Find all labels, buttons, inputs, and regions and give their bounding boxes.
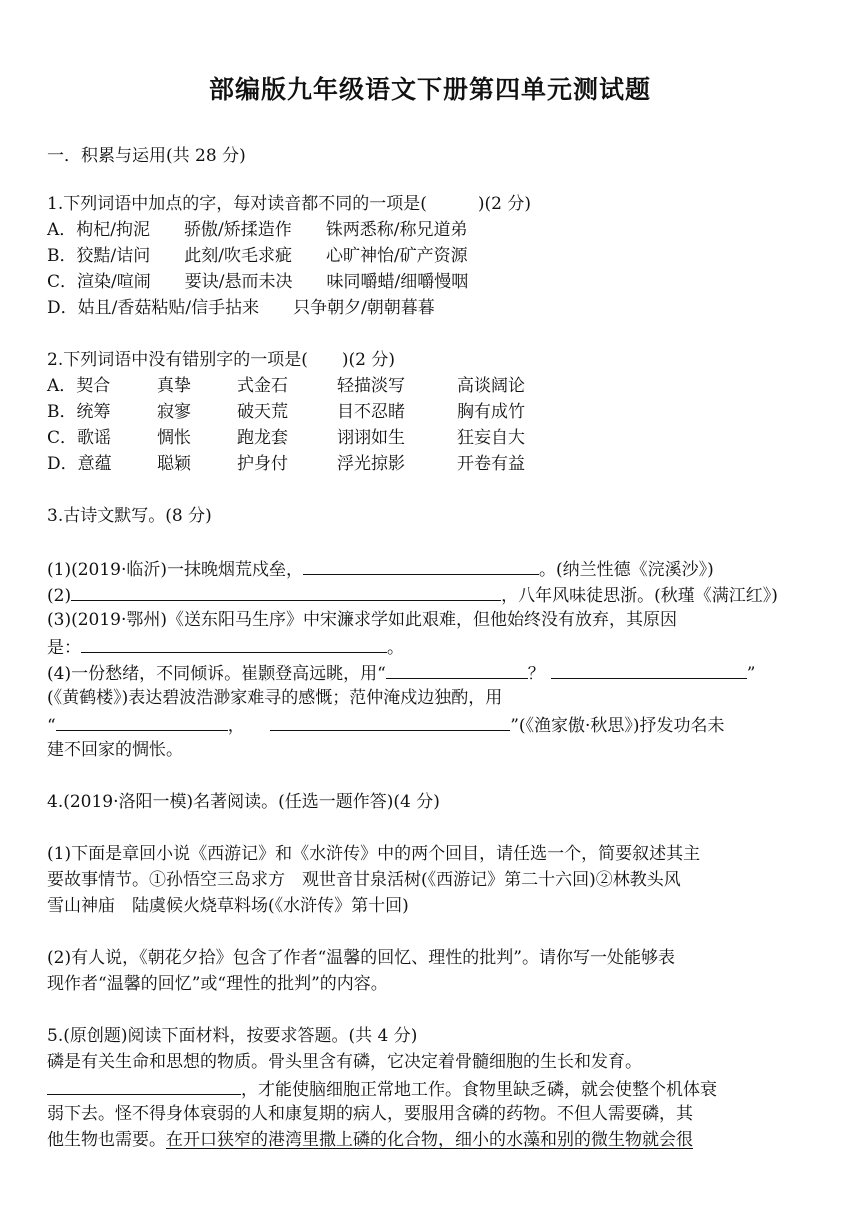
q1-option-d: D．姑且/香菇粘贴/信手拈来 只争朝夕/朝朝暮暮 (47, 298, 435, 318)
q5-stem: 5.(原创题)阅读下面材料，按要求答题。(共 4 分) (47, 1026, 418, 1046)
q3-4-blank-3[interactable] (56, 714, 228, 731)
q2-d-word-2: 聪颖 (157, 454, 191, 474)
q1-option-b: B．狡黠/诘问 此刻/吹毛求疵 心旷神怡/矿产资源 (47, 246, 468, 266)
q3-item-4-line-4: 建不回家的惆怅。 (47, 740, 183, 760)
q3-item-4-line-3 (47, 714, 725, 736)
q2-a-word-2: 真挚 (157, 376, 191, 396)
q2-stem: 2.下列词语中没有错别字的一项是( )(2 分) (47, 350, 395, 370)
q3-3-label: 是： (47, 638, 81, 658)
q3-item-1 (47, 558, 714, 580)
q4-item-1-line-2: 要故事情节。①孙悟空三岛求方 观世音甘泉活树(《西游记》第二十六回)②林教头风 (47, 870, 681, 890)
q3-4-blank-2[interactable] (551, 662, 747, 679)
q3-4-comma: ， (227, 716, 271, 736)
q3-item-2 (47, 584, 778, 606)
q2-option-c (47, 428, 807, 448)
q2-c-word-4: 诩诩如生 (337, 428, 405, 448)
q3-4-source: ”(《渔家傲·秋思》)抒发功名未 (510, 716, 725, 736)
q5-line-2 (47, 1078, 717, 1100)
q2-c-word-3: 跑龙套 (237, 428, 288, 448)
q3-4-close-quote: ” (746, 664, 756, 684)
q3-3-blank[interactable] (81, 636, 387, 653)
q3-1-text: (1)(2019·临沂)一抹晚烟荒戍垒， (47, 560, 304, 580)
q4-item-2-line-2: 现作者“温馨的回忆”或“理性的批判”的内容。 (47, 974, 388, 994)
q2-b-word-3: 破天荒 (237, 402, 288, 422)
q2-a-word-5: 高谈阔论 (457, 376, 525, 396)
q3-4-blank-4[interactable] (270, 714, 510, 731)
q3-2-label: (2) (47, 586, 72, 606)
q3-item-4 (47, 662, 755, 684)
q3-stem: 3.古诗文默写。(8 分) (47, 506, 212, 526)
q4-item-1-line-3: 雪山神庙 陆虞候火烧草料场(《水浒传》第十回) (47, 896, 409, 916)
q2-c-word-2: 惆怅 (157, 428, 191, 448)
q2-a-word-3: 式金石 (237, 376, 288, 396)
q3-item-3-answer (47, 636, 404, 658)
q4-stem: 4.(2019·洛阳一模)名著阅读。(任选一题作答)(4 分) (47, 792, 440, 812)
q5-line-4-text: 他生物也需要。 (47, 1130, 166, 1150)
q3-4-blank-1[interactable] (386, 662, 528, 679)
q3-3-end: 。 (387, 638, 404, 658)
q3-2-text: ，八年风味徒思浙。(秋瑾《满江红》) (501, 586, 778, 606)
q2-b-word-2: 寂寥 (157, 402, 191, 422)
q3-item-3: (3)(2019·鄂州)《送东阳马生序》中宋濂求学如此艰难，但他始终没有放弃，其原因 (47, 610, 678, 630)
q1-stem: 1.下列词语中加点的字，每对读音都不同的一项是( )(2 分) (47, 194, 531, 214)
q1-option-c: C．渲染/喧闹 要诀/悬而未决 味同嚼蜡/细嚼慢咽 (47, 272, 469, 292)
q3-4-text: (4)一份愁绪，不同倾诉。崔颢登高远眺，用“ (47, 664, 386, 684)
q2-c-word-5: 狂妄自大 (457, 428, 525, 448)
q3-4-mark: ？ (527, 664, 545, 684)
q2-b-word-5: 胸有成竹 (457, 402, 525, 422)
q5-line-4 (47, 1130, 693, 1150)
q3-2-blank[interactable] (71, 584, 501, 601)
q3-1-blank[interactable] (303, 558, 539, 575)
q5-line-3: 弱下去。怪不得身体衰弱的人和康复期的病人，要服用含磷的药物。不但人需要磷，其 (47, 1104, 693, 1124)
q2-a-word-1: A．契合 (47, 376, 111, 396)
q5-underlined-sentence: 在开口狭窄的港湾里撒上磷的化合物，细小的水藻和别的微生物就会很 (166, 1130, 693, 1150)
q2-a-word-4: 轻描淡写 (337, 376, 405, 396)
q4-item-2-line-1: (2)有人说，《朝花夕拾》包含了作者“温馨的回忆、理性的批判”。请你写一处能够表 (47, 948, 675, 968)
section-heading: 一．积累与运用(共 28 分) (47, 146, 246, 166)
q5-line-2-text: ，才能使脑细胞正常地工作。食物里缺乏磷，就会使整个机体衰 (241, 1080, 717, 1100)
q2-b-word-1: B．统筹 (47, 402, 111, 422)
q2-d-word-1: D．意蕴 (47, 454, 112, 474)
q2-option-d (47, 454, 807, 474)
q4-item-1-line-1: (1)下面是章回小说《西游记》和《水浒传》中的两个回目，请任选一个，简要叙述其主 (47, 844, 701, 864)
q2-d-word-5: 开卷有益 (457, 454, 525, 474)
q1-option-a: A．枸杞/拘泥 骄傲/矫揉造作 铢两悉称/称兄道弟 (47, 220, 468, 240)
q5-blank[interactable] (47, 1078, 241, 1095)
q3-item-4-line-2: (《黄鹤楼》)表达碧波浩渺家难寻的感慨；范仲淹戍边独酌，用 (47, 688, 503, 708)
q2-d-word-4: 浮光掠影 (337, 454, 405, 474)
q2-c-word-1: C．歌谣 (47, 428, 112, 448)
q5-line-1: 磷是有关生命和思想的物质。骨头里含有磷，它决定着骨髓细胞的生长和发育。 (47, 1052, 642, 1072)
page-title: 部编版九年级语文下册第四单元测试题 (208, 75, 651, 104)
q2-option-a (47, 376, 807, 396)
q3-4-open-quote: “ (47, 716, 56, 736)
q2-b-word-4: 目不忍睹 (337, 402, 405, 422)
q2-option-b (47, 402, 807, 422)
q2-d-word-3: 护身付 (237, 454, 288, 474)
q3-1-source: 。(纳兰性德《浣溪沙》) (539, 560, 714, 580)
